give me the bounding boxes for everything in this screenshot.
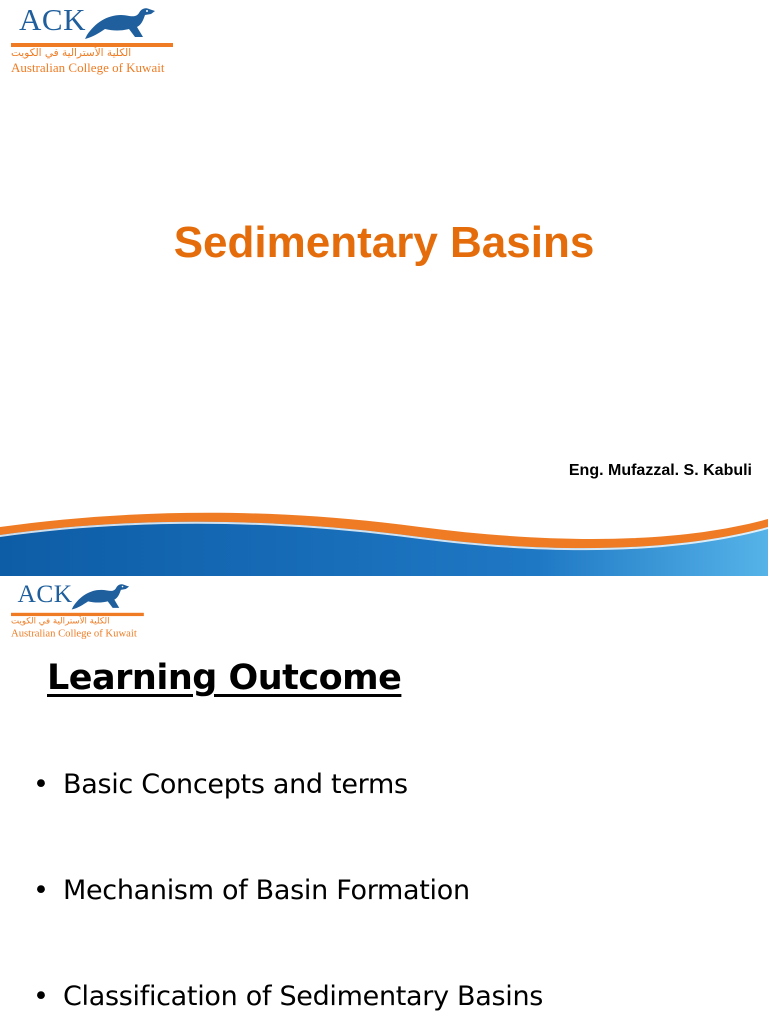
bullet-item	[33, 875, 470, 906]
kangaroo-icon	[68, 582, 137, 613]
logo-arabic-name: الكلية الأسترالية في الكويت	[11, 616, 110, 626]
bullet-text: Classification of Sedimentary Basins	[63, 981, 544, 1012]
slide-title: Sedimentary Basins	[173, 218, 595, 267]
ack-logo	[11, 3, 176, 75]
bullet-icon: •	[33, 875, 49, 906]
bullet-text: Basic Concepts and terms	[63, 769, 408, 800]
decorative-swoosh	[0, 505, 768, 576]
bullet-text: Mechanism of Basin Formation	[63, 875, 470, 906]
logo-english-name: Australian College of Kuwait	[11, 60, 165, 75]
logo-english-name: Australian College of Kuwait	[11, 626, 137, 640]
section-heading: Learning Outcome	[47, 658, 402, 698]
bullet-icon: •	[33, 981, 49, 1012]
bullet-icon: •	[33, 769, 49, 800]
logo-ack-text: ACK	[19, 2, 86, 37]
bullet-item	[33, 981, 543, 1012]
author-name: Eng. Mufazzal. S. Kabuli	[568, 462, 752, 479]
logo-arabic-name: الكلية الأسترالية في الكويت	[11, 47, 132, 59]
logo-ack-text: ACK	[17, 579, 73, 608]
kangaroo-icon	[81, 5, 165, 43]
learning-outcome-slide	[0, 576, 768, 1024]
bullet-item	[33, 769, 408, 800]
ack-logo	[11, 580, 146, 639]
